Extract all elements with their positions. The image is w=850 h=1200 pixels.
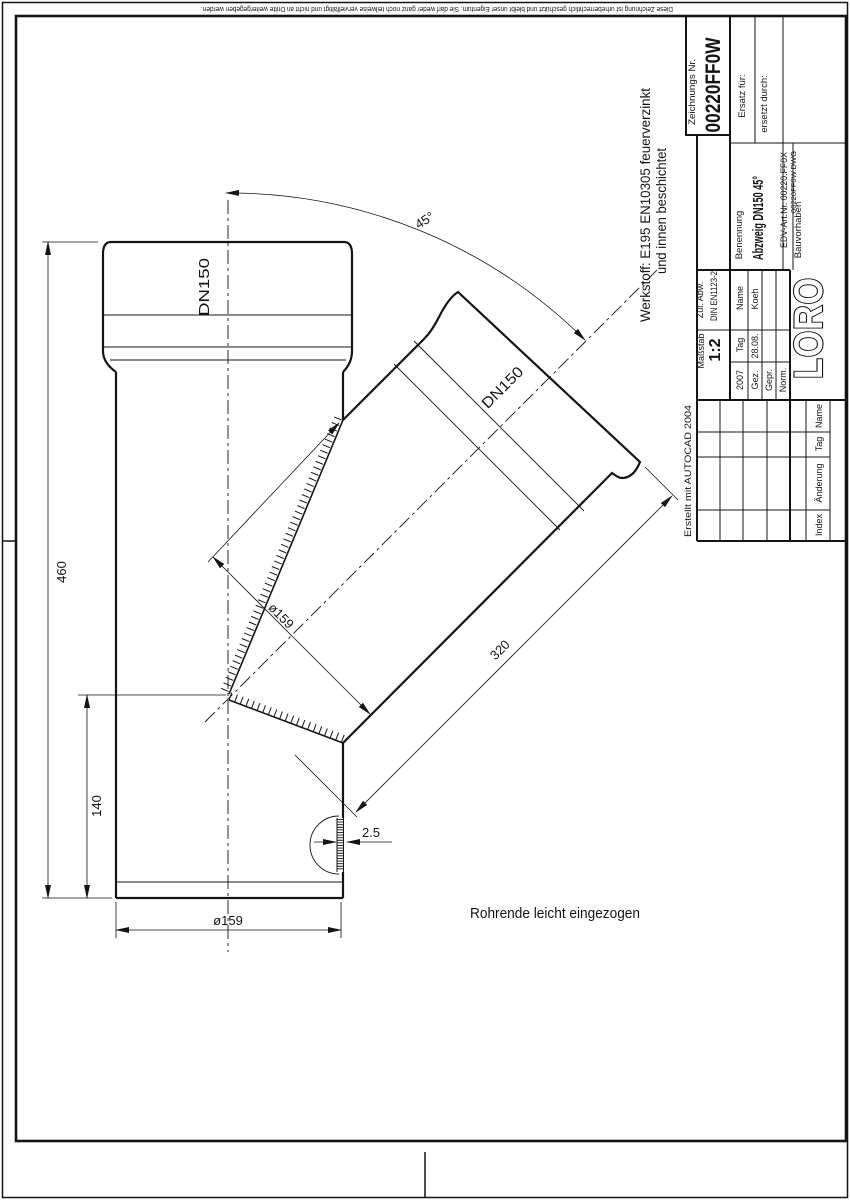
branch-pipe-outline [343, 292, 640, 743]
dim-text-dia159-branch: ø159 [265, 600, 297, 632]
main-pipe-outline [103, 242, 352, 898]
weld-seam-lower [229, 700, 343, 743]
detail-bubble [310, 816, 339, 874]
weld-seam-upper [229, 420, 343, 694]
weld-hatch-lower [230, 696, 344, 739]
branch-pipe-dn-label: DN150 [478, 367, 524, 413]
dwg-filename: 00220FF0W.DWG [789, 151, 798, 213]
rev-tag-header: Tag [814, 436, 824, 452]
benennung-label: Benennung [734, 210, 745, 260]
material-note-line2: und innen beschichtet [654, 142, 669, 274]
dim-text-25: 2.5 [361, 825, 381, 840]
rev-aenderung-header: Änderung [814, 463, 824, 503]
table-gez-tag: 28.08. [750, 333, 760, 359]
dim-text-460: 460 [54, 561, 69, 583]
dim-arc-45 [226, 193, 585, 340]
table-tag-header: Tag [735, 337, 745, 353]
main-pipe-dn-label: DN150 [196, 269, 213, 316]
zeichnungs-nr-value: 00220FF0W [702, 16, 725, 133]
massstab-label: Maßstab [696, 333, 706, 369]
created-with-note: Erstellt mit AUTOCAD 2004 [683, 420, 694, 537]
branch-socket-ring-2 [394, 364, 560, 530]
ersatz-fuer-label: Ersatz für: [737, 74, 748, 118]
dim-text-320: 320 [486, 636, 513, 663]
ersetzt-durch-label: ersetzt durch: [759, 75, 770, 133]
pipe-end-note: Rohrende leicht eingezogen [470, 905, 640, 922]
dim-text-dia159-bottom: ø159 [213, 913, 243, 928]
weld-hatch-upper [224, 418, 338, 692]
weld-seams [224, 418, 344, 743]
rev-index-header: Index [814, 513, 824, 537]
outer-border [3, 3, 848, 1198]
massstab-value: 1:2 [707, 338, 724, 362]
wall-detail [310, 816, 344, 874]
sheet-borders [3, 3, 848, 1199]
table-norm-label: Norm. [778, 367, 788, 393]
zeichnungs-nr-label: Zeichnungs Nr. [687, 61, 698, 125]
table-name-header: Name [735, 285, 745, 311]
loro-logo: LORO [787, 259, 831, 379]
dim-text-140: 140 [89, 795, 104, 817]
edv-art-nr: EDV-Art.Nr. 00220.FF0X [779, 149, 789, 248]
table-gepr-label: Gepr. [764, 368, 774, 392]
rev-name-header: Name [814, 403, 824, 429]
drawing-frame [16, 16, 846, 1141]
dim-text-45deg: 45° [412, 208, 437, 232]
benennung-value: Abzweig DN150 45° [750, 121, 767, 260]
branch-socket-ring-1 [414, 341, 584, 511]
zul-abw-label: Zul. Abw. [695, 281, 705, 319]
bauvorhaben-label: Bauvorhaben [793, 201, 804, 259]
table-gez-label: Gez. [750, 370, 760, 390]
copyright-disclaimer: Diese Zeichnung ist urheberrechtlich geschützt und bleibt unser Eigentum. Sie darf weder ganz noch teilweise vervielfältigt und nicht an Dritte weitergegeben werden. [201, 5, 673, 14]
table-year: 2007 [735, 369, 745, 391]
material-note-line1: Werkstoff: E195 EN10305 feuerverzinkt [638, 85, 653, 322]
zul-abw-value: DIN EN1123-2 [709, 263, 719, 321]
table-gez-name: Koeh [750, 288, 760, 310]
dim-line-320 [356, 496, 672, 812]
dimensions [42, 193, 678, 938]
